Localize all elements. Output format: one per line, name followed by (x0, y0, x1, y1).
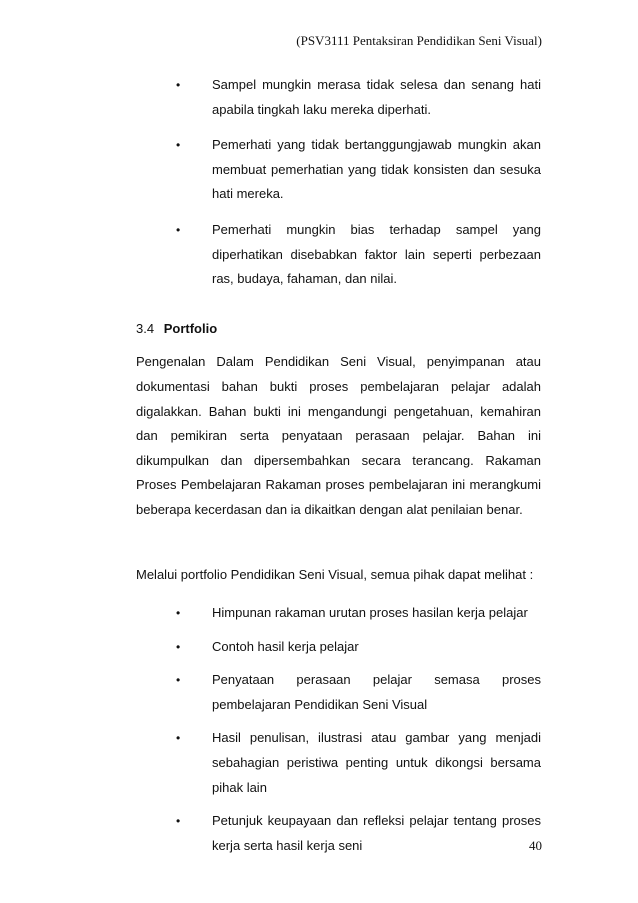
bullet-icon: • (176, 138, 181, 153)
bullet-list-portfolio (136, 601, 541, 858)
list-item-text: Pemerhati mungkin bias terhadap sampel yang diperhatikan disebabkan faktor lain seperti perbezaan ras, budaya, fahaman, dan nilai. (212, 221, 541, 287)
page-number: 40 (529, 838, 542, 853)
list-item-text: Himpunan rakaman urutan proses hasilan kerja pelajar (212, 605, 528, 621)
section-heading (136, 317, 541, 342)
bullet-icon: • (176, 814, 181, 829)
bullet-icon: • (176, 222, 181, 237)
list-item (136, 601, 541, 626)
bullet-icon: • (176, 606, 181, 621)
list-item (136, 73, 541, 122)
list-item (136, 726, 541, 800)
page-header: (PSV3111 Pentaksiran Pendidikan Seni Visual) (296, 33, 542, 48)
document-body (136, 73, 541, 867)
body-paragraph: Pengenalan Dalam Pendidikan Seni Visual, penyimpanan atau dokumentasi bahan bukti proses pembelajaran pelajar adalah digalakkan. Bahan bukti ini mengandungi pengetahuan, kemahiran dan pemikiran serta penyataan perasaan pelajar. Bahan ini dikumpulkan dan dipersembahkan secara terancang. Rakaman Proses Pembelajaran Rakaman proses pembelajaran ini merangkumi beberapa kecerdasan dan ia dikaitkan dengan alat penilaian benar. (136, 354, 541, 517)
section-title: Portfolio (163, 320, 218, 336)
list-item-text: Hasil penulisan, ilustrasi atau gambar yang menjadi sebahagian peristiwa penting untuk dikongsi bersama pihak lain (212, 730, 541, 795)
list-item-text: Sampel mungkin merasa tidak selesa dan senang hati apabila tingkah laku mereka diperhati. (212, 77, 541, 117)
bullet-icon: • (176, 639, 181, 654)
list-item (136, 133, 541, 207)
list-item (136, 635, 541, 660)
list-item-text: Petunjuk keupayaan dan refleksi pelajar tentang proses kerja serta hasil kerja seni (212, 813, 541, 853)
list-item-text: Pemerhati yang tidak bertanggungjawab mungkin akan membuat pemerhatian yang tidak konsisten dan sesuka hati mereka. (212, 137, 541, 202)
bullet-icon: • (176, 673, 181, 688)
list-item-text: Contoh hasil kerja pelajar (212, 638, 359, 654)
intro-paragraph: Melalui portfolio Pendidikan Seni Visual, semua pihak dapat melihat : (136, 566, 534, 582)
section-number: 3.4 (136, 320, 155, 336)
list-item (136, 809, 541, 858)
list-item-text: Penyataan perasaan pelajar semasa proses pembelajaran Pendidikan Seni Visual (212, 672, 541, 712)
bullet-icon: • (176, 78, 181, 92)
list-item (136, 668, 541, 717)
bullet-list-observation (136, 73, 541, 292)
bullet-icon: • (176, 731, 181, 746)
list-item (136, 218, 541, 292)
